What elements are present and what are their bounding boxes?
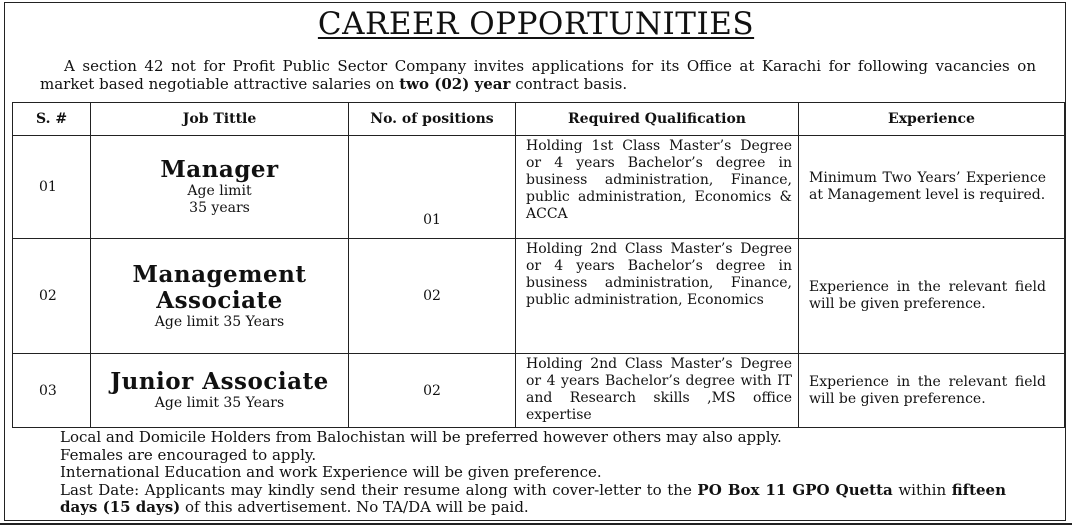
job-name: Management Associate bbox=[132, 260, 307, 314]
intro-paragraph: A section 42 not for Profit Public Sector Company invites applications for its Office at Karachi for following vacancies on market based negotiable attractive salaries on two (02) year contract basis. bbox=[40, 57, 1036, 93]
vacancies-table bbox=[12, 102, 1065, 428]
age-limit-value: 35 years bbox=[189, 200, 250, 216]
row-job bbox=[91, 136, 349, 239]
header-qualification: Required Qualification bbox=[516, 103, 799, 136]
age-limit: Age limit 35 Years bbox=[154, 313, 285, 330]
age-limit: Age limit bbox=[187, 183, 252, 199]
row-experience: Experience in the relevant field will be given preference. bbox=[799, 239, 1065, 354]
table-row bbox=[13, 136, 1065, 239]
note-females: Females are encouraged to apply. bbox=[60, 445, 317, 464]
table-row bbox=[13, 354, 1065, 428]
row-qualification: Holding 2nd Class Master’s Degree or 4 years Bachelor’s degree in business administration, Finance, public administration, Economics bbox=[516, 239, 799, 354]
note-last-date: Last Date: Applicants may kindly send their resume along with cover-letter to the PO Box 11 GPO Quetta within fifteen days (15 days) of this advertisement. No TA/DA will be paid. bbox=[60, 480, 1006, 517]
row-job bbox=[91, 239, 349, 354]
footer-notes bbox=[60, 429, 1006, 517]
row-job bbox=[91, 354, 349, 428]
row-sno: 03 bbox=[13, 354, 91, 428]
job-name: Manager bbox=[160, 156, 279, 183]
row-experience: Experience in the relevant field will be given preference. bbox=[799, 354, 1065, 428]
header-positions: No. of positions bbox=[349, 103, 516, 136]
header-job-title: Job Tittle bbox=[91, 103, 349, 136]
table-header-row bbox=[13, 103, 1065, 136]
row-positions: 02 bbox=[349, 239, 516, 354]
row-experience: Minimum Two Years’ Experience at Management level is required. bbox=[799, 136, 1065, 239]
note-domicile: Local and Domicile Holders from Balochistan will be preferred however others may also apply. bbox=[60, 428, 782, 446]
row-sno: 02 bbox=[13, 239, 91, 354]
row-qualification: Holding 1st Class Master’s Degree or 4 years Bachelor’s degree in business administration, Finance, public administration, Economics & ACCA bbox=[516, 136, 799, 239]
note-international: International Education and work Experience will be given preference. bbox=[60, 463, 602, 482]
row-qualification: Holding 2nd Class Master’s Degree or 4 years Bachelor’s degree with IT and Research skills ,MS office expertise bbox=[516, 354, 799, 428]
page-title: CAREER OPPORTUNITIES bbox=[317, 6, 755, 42]
row-positions: 02 bbox=[349, 354, 516, 428]
header-experience: Experience bbox=[799, 103, 1065, 136]
age-limit: Age limit 35 Years bbox=[154, 395, 285, 411]
table-row bbox=[13, 239, 1065, 354]
bottom-rule bbox=[0, 523, 1072, 525]
row-sno: 01 bbox=[13, 136, 91, 239]
job-name: Junior Associate bbox=[110, 368, 329, 395]
header-sno: S. # bbox=[13, 103, 91, 136]
row-positions: 01 bbox=[349, 136, 516, 239]
